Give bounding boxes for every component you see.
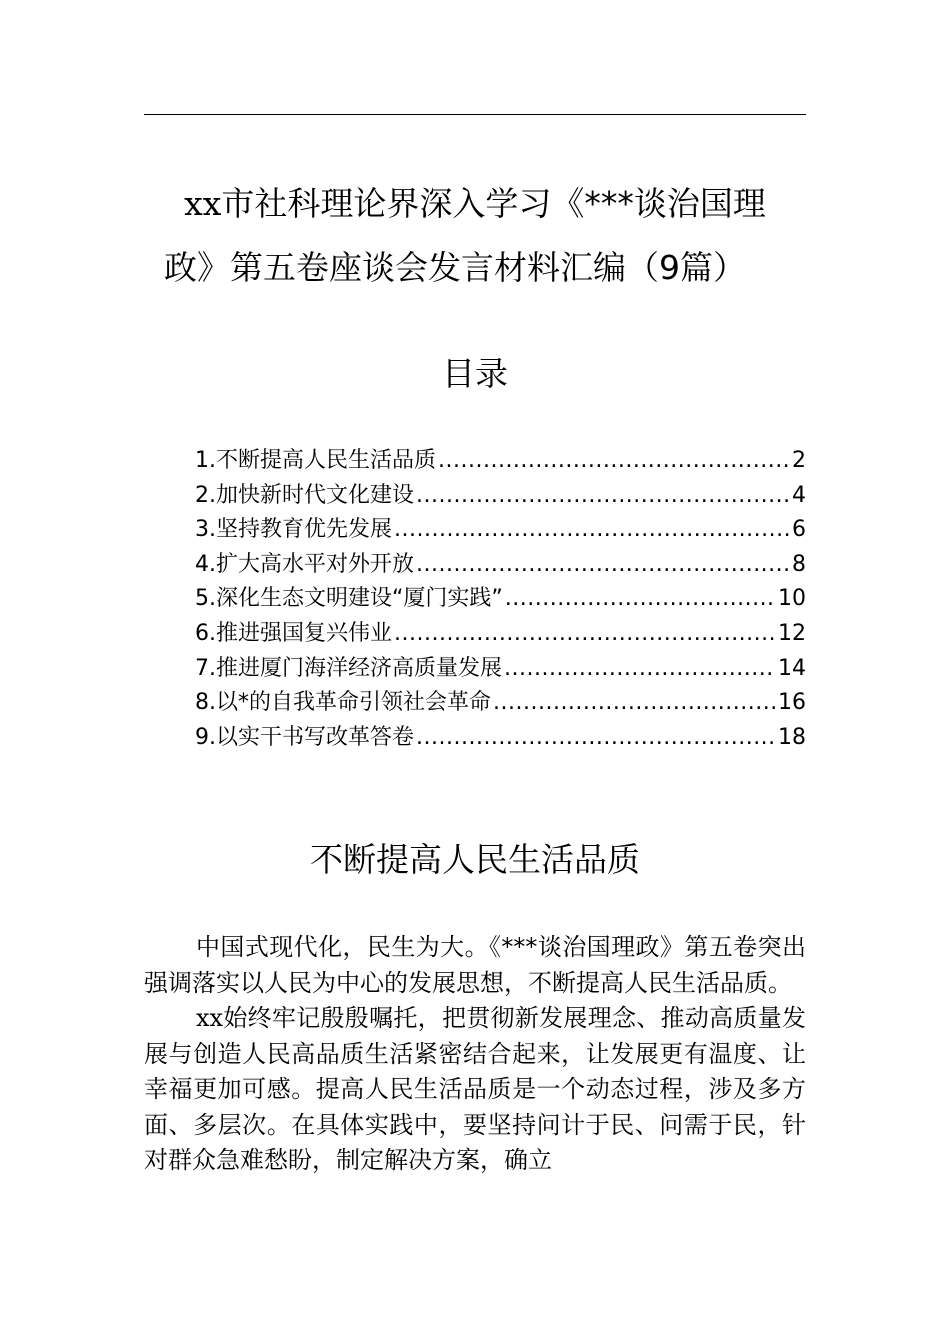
toc-leader-dots — [416, 548, 790, 583]
body-paragraph-1: 中国式现代化，民生为大。《***谈治国理政》第五卷突出强调落实以人民为中心的发展思想，不断提高人民生活品质。 — [144, 933, 806, 997]
body-paragraph-2 — [144, 1001, 806, 1179]
toc-entry-label: 4.扩大高水平对外开放 — [195, 551, 414, 577]
toc-entry[interactable] — [195, 444, 806, 479]
toc-leader-dots — [394, 617, 776, 652]
toc-entry-page: 2 — [792, 448, 806, 473]
toc-entry-label: 1.不断提高人民生活品质 — [195, 448, 436, 473]
toc-entry-page: 18 — [778, 724, 806, 750]
table-of-contents — [195, 444, 806, 755]
toc-entry[interactable] — [195, 721, 806, 756]
toc-entry-label: 3.坚持教育优先发展 — [195, 517, 392, 543]
toc-entry-page: 14 — [778, 655, 806, 681]
toc-entry-page: 8 — [792, 551, 806, 577]
toc-leader-dots — [438, 444, 790, 479]
toc-entry[interactable] — [195, 686, 806, 721]
toc-entry-label: 2.加快新时代文化建设 — [195, 482, 414, 508]
toc-leader-dots — [416, 721, 776, 756]
toc-leader-dots — [416, 479, 790, 514]
toc-entry-page: 4 — [792, 482, 806, 508]
toc-entry-page: 16 — [778, 690, 806, 716]
paragraph-city-placeholder: xx — [196, 1004, 224, 1032]
document-title-line-2: 政》第五卷座谈会发言材料汇编（9篇） — [164, 248, 746, 287]
toc-entry[interactable] — [195, 513, 806, 548]
toc-entry[interactable] — [195, 479, 806, 514]
toc-leader-dots — [394, 513, 790, 548]
toc-entry[interactable] — [195, 652, 806, 687]
toc-entry-label: 8.以*的自我革命引领社会革命 — [195, 690, 491, 716]
header-rule — [144, 114, 806, 115]
document-title-line-1 — [144, 172, 806, 236]
toc-heading: 目录 — [442, 354, 508, 393]
toc-leader-dots — [493, 686, 776, 721]
toc-entry-label: 9.以实干书写改革答卷 — [195, 724, 414, 750]
body-paragraph-2-text: 始终牢记殷殷嘱托，把贯彻新发展理念、推动高质量发展与创造人民高品质生活紧密结合起来，让发展更有温度、让幸福更加可感。提高人民生活品质是一个动态过程，涉及多方面、多层次。在具体实践中，要坚持问计于民、问需于民，针对群众急难愁盼，制定解决方案，确立 — [144, 1004, 806, 1174]
title-line-1-text: 市社科理论界深入学习《***谈治国理 — [221, 184, 766, 223]
toc-entry[interactable] — [195, 548, 806, 583]
toc-entry-page: 10 — [778, 586, 806, 612]
document-title — [144, 172, 806, 300]
toc-entry-label: 6.推进强国复兴伟业 — [195, 620, 392, 646]
toc-entry-label: 5.深化生态文明建设“厦门实践” — [195, 586, 503, 612]
toc-entry-page: 12 — [778, 620, 806, 646]
toc-entry-page: 6 — [792, 517, 806, 543]
toc-leader-dots — [505, 582, 776, 617]
toc-leader-dots — [504, 652, 776, 687]
title-city-placeholder: xx — [184, 184, 222, 223]
toc-entry-label: 7.推进厦门海洋经济高质量发展 — [195, 655, 502, 681]
section-body — [144, 930, 806, 1179]
toc-entry[interactable] — [195, 617, 806, 652]
toc-entry[interactable] — [195, 582, 806, 617]
section-title: 不断提高人民生活品质 — [310, 840, 640, 879]
